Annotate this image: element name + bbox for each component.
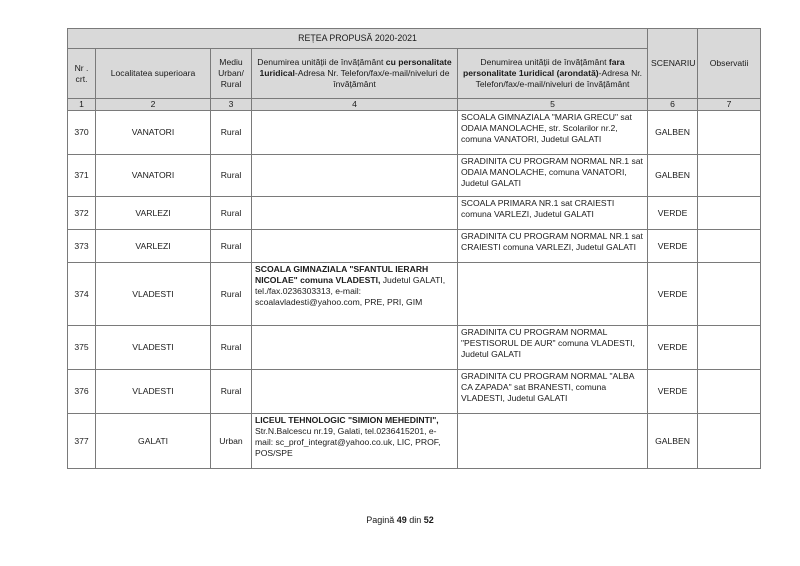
row-observatii [698, 414, 761, 469]
row-scenariu: VERDE [648, 263, 698, 326]
row-unitate-cu-personalitate [252, 370, 458, 414]
row-localitate: VARLEZI [96, 230, 211, 263]
row-localitate: VLADESTI [96, 370, 211, 414]
row-observatii [698, 263, 761, 326]
row-observatii [698, 370, 761, 414]
row-mediu: Urban [211, 414, 252, 469]
row-nr: 373 [68, 230, 96, 263]
table-title: REȚEA PROPUSĂ 2020-2021 [68, 29, 648, 49]
table-row [68, 111, 761, 155]
column-number: 2 [96, 99, 211, 111]
header-mediu: Mediu Urban/ Rural [211, 49, 252, 99]
column-number: 3 [211, 99, 252, 111]
row-unitate-cu-personalitate [252, 197, 458, 230]
header-unitate-cu-personalitate: Denumirea unității de învățământ cu personalitate 1uridical-Adresa Nr. Telefon/fax/e-mail/niveluri de învățământ [252, 49, 458, 99]
column-number: 7 [698, 99, 761, 111]
row-unitate-cu-personalitate [252, 155, 458, 197]
row-unitate-cu-personalitate [252, 111, 458, 155]
table-row [68, 197, 761, 230]
school-network-table [67, 28, 761, 469]
row-scenariu: VERDE [648, 326, 698, 370]
column-number: 5 [458, 99, 648, 111]
row-scenariu: GALBEN [648, 414, 698, 469]
header-nr-crt: Nr . crt. [68, 49, 96, 99]
row-unitate-cu-personalitate [252, 230, 458, 263]
row-localitate: VANATORI [96, 155, 211, 197]
header-observatii: Observatii [698, 29, 761, 99]
row-mediu: Rural [211, 197, 252, 230]
row-nr: 374 [68, 263, 96, 326]
row-scenariu: GALBEN [648, 111, 698, 155]
row-nr: 372 [68, 197, 96, 230]
row-unitate-cu-personalitate: LICEUL TEHNOLOGIC "SIMION MEHEDINTI", Str.N.Balcescu nr.19, Galati, tel.0236415201, e-mail: sc_prof_integrat@yahoo.co.uk, LIC, PROF, POS/SPE [252, 414, 458, 469]
row-scenariu: VERDE [648, 370, 698, 414]
column-number: 6 [648, 99, 698, 111]
row-nr: 370 [68, 111, 96, 155]
header-unitate-fara-personalitate: Denumirea unității de învățământ fara personalitate 1uridical (arondată)-Adresa Nr. Telefon/fax/e-mail/niveluri de învățământ [458, 49, 648, 99]
page-footer: Pagină 49 din 52 [366, 515, 434, 525]
row-mediu: Rural [211, 370, 252, 414]
table-row [68, 230, 761, 263]
row-nr: 375 [68, 326, 96, 370]
row-observatii [698, 230, 761, 263]
row-unitate-fara-personalitate: SCOALA GIMNAZIALA "MARIA GRECU" sat ODAIA MANOLACHE, str. Scolarilor nr.2, comuna VANATORI, Judetul GALATI [458, 111, 648, 155]
total-pages: 52 [423, 515, 434, 525]
table-row [68, 263, 761, 326]
row-mediu: Rural [211, 111, 252, 155]
table-row [68, 155, 761, 197]
row-unitate-fara-personalitate [458, 263, 648, 326]
row-unitate-fara-personalitate: GRADINITA CU PROGRAM NORMAL "ALBA CA ZAPADA" sat BRANESTI, comuna VLADESTI, Judetul GALATI [458, 370, 648, 414]
row-mediu: Rural [211, 263, 252, 326]
row-mediu: Rural [211, 326, 252, 370]
column-number: 1 [68, 99, 96, 111]
row-nr: 377 [68, 414, 96, 469]
row-localitate: VLADESTI [96, 326, 211, 370]
header-scenariu: SCENARIU [648, 29, 698, 99]
row-observatii [698, 111, 761, 155]
row-observatii [698, 197, 761, 230]
row-localitate: GALATI [96, 414, 211, 469]
row-nr: 371 [68, 155, 96, 197]
row-observatii [698, 155, 761, 197]
row-nr: 376 [68, 370, 96, 414]
column-number: 4 [252, 99, 458, 111]
current-page: 49 [396, 515, 407, 525]
row-observatii [698, 326, 761, 370]
row-scenariu: VERDE [648, 230, 698, 263]
row-unitate-cu-personalitate: SCOALA GIMNAZIALA "SFANTUL IERARH NICOLAE" comuna VLADESTI, Judetul GALATI, tel./fax.0236303313, e-mail: scoalavladesti@yahoo.com, PRE, PRI, GIM [252, 263, 458, 326]
row-scenariu: VERDE [648, 197, 698, 230]
row-mediu: Rural [211, 155, 252, 197]
row-unitate-fara-personalitate: GRADINITA CU PROGRAM NORMAL NR.1 sat ODAIA MANOLACHE, comuna VANATORI, Judetul GALATI [458, 155, 648, 197]
table-row [68, 414, 761, 469]
row-localitate: VARLEZI [96, 197, 211, 230]
table-row [68, 370, 761, 414]
row-mediu: Rural [211, 230, 252, 263]
row-unitate-fara-personalitate [458, 414, 648, 469]
row-localitate: VLADESTI [96, 263, 211, 326]
row-unitate-fara-personalitate: SCOALA PRIMARA NR.1 sat CRAIESTI comuna VARLEZI, Judetul GALATI [458, 197, 648, 230]
row-scenariu: GALBEN [648, 155, 698, 197]
row-localitate: VANATORI [96, 111, 211, 155]
table-row [68, 326, 761, 370]
row-unitate-fara-personalitate: GRADINITA CU PROGRAM NORMAL "PESTISORUL DE AUR" comuna VLADESTI, Judetul GALATI [458, 326, 648, 370]
row-unitate-fara-personalitate: GRADINITA CU PROGRAM NORMAL NR.1 sat CRAIESTI comuna VARLEZI, Judetul GALATI [458, 230, 648, 263]
header-localitate: Localitatea superioara [96, 49, 211, 99]
row-unitate-cu-personalitate [252, 326, 458, 370]
column-number-row [68, 99, 761, 111]
